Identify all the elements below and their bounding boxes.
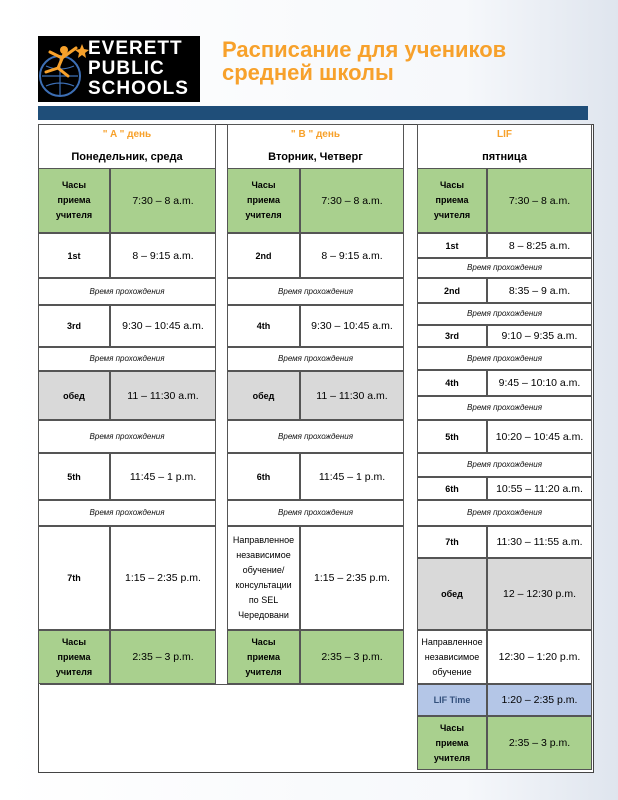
- period-label: 3rd: [417, 325, 487, 347]
- period-label: 5th: [38, 453, 110, 500]
- passing-time: Время прохождения: [38, 347, 216, 371]
- passing-time: Время прохождения: [417, 303, 592, 325]
- period-label: обед: [227, 371, 300, 420]
- passing-time: Время прохождения: [227, 278, 404, 305]
- period-label: 5th: [417, 420, 487, 453]
- period-time: 9:30 – 10:45 a.m.: [300, 305, 404, 347]
- period-label: Часы приема учителя: [417, 716, 487, 770]
- period-label: Часы приема учителя: [38, 630, 110, 684]
- district-logo: [38, 36, 200, 102]
- day-type-label: " A " день: [102, 129, 152, 140]
- divider: [40, 684, 404, 685]
- period-label: 4th: [417, 370, 487, 396]
- period-label: 6th: [417, 477, 487, 500]
- logo-line: SCHOOLS: [88, 78, 189, 99]
- period-time: 7:30 – 8 a.m.: [487, 168, 592, 233]
- passing-time: Время прохождения: [417, 500, 592, 526]
- period-time: 7:30 – 8 a.m.: [110, 168, 216, 233]
- period-label: обед: [417, 558, 487, 630]
- period-time: 1:15 – 2:35 p.m.: [300, 526, 404, 630]
- period-time: 2:35 – 3 p.m.: [300, 630, 404, 684]
- period-time: 10:20 – 10:45 a.m.: [487, 420, 592, 453]
- period-time: 11:45 – 1 p.m.: [300, 453, 404, 500]
- passing-time: Время прохождения: [417, 347, 592, 370]
- period-time: 11:30 – 11:55 a.m.: [487, 526, 592, 558]
- logo-line: EVERETT: [88, 38, 183, 59]
- period-time: 9:45 – 10:10 a.m.: [487, 370, 592, 396]
- period-time: 8 – 9:15 a.m.: [110, 233, 216, 278]
- passing-time: Время прохождения: [417, 258, 592, 278]
- period-time: 11:45 – 1 p.m.: [110, 453, 216, 500]
- passing-time: Время прохождения: [227, 500, 404, 526]
- period-time: 12 – 12:30 p.m.: [487, 558, 592, 630]
- period-time: 9:10 – 9:35 a.m.: [487, 325, 592, 347]
- period-time: 8 – 9:15 a.m.: [300, 233, 404, 278]
- period-label: Направленное независимое обучение: [417, 630, 487, 684]
- period-time: 11 – 11:30 a.m.: [110, 371, 216, 420]
- passing-time: Время прохождения: [38, 420, 216, 453]
- period-label: 3rd: [38, 305, 110, 347]
- period-label: 7th: [38, 526, 110, 630]
- period-label: 1st: [38, 233, 110, 278]
- period-time: 2:35 – 3 p.m.: [487, 716, 592, 770]
- period-label: 2nd: [417, 278, 487, 303]
- period-time: 7:30 – 8 a.m.: [300, 168, 404, 233]
- passing-time: Время прохождения: [38, 278, 216, 305]
- passing-time: Время прохождения: [227, 420, 404, 453]
- period-label: Часы приема учителя: [38, 168, 110, 233]
- day-names: пятница: [482, 151, 527, 163]
- period-label: LIF Time: [417, 684, 487, 716]
- period-time: 8:35 – 9 a.m.: [487, 278, 592, 303]
- passing-time: Время прохождения: [417, 453, 592, 477]
- day-names: Понедельник, среда: [71, 151, 183, 163]
- header-rule: [38, 106, 588, 120]
- period-time: 2:35 – 3 p.m.: [110, 630, 216, 684]
- day-names: Вторник, Четверг: [268, 151, 363, 163]
- period-label: 4th: [227, 305, 300, 347]
- day-type-label: LIF: [497, 129, 512, 140]
- period-time: 12:30 – 1:20 p.m.: [487, 630, 592, 684]
- day-type-label: " B " день: [290, 129, 341, 140]
- passing-time: Время прохождения: [417, 396, 592, 420]
- period-label: 1st: [417, 233, 487, 258]
- period-time: 1:15 – 2:35 p.m.: [110, 526, 216, 630]
- period-label: 6th: [227, 453, 300, 500]
- period-label: обед: [38, 371, 110, 420]
- passing-time: Время прохождения: [227, 347, 404, 371]
- period-label: 2nd: [227, 233, 300, 278]
- period-label: Направленное независимое обучение/ консультации по SEL Чередовани: [227, 526, 300, 630]
- page-title: Расписание для учеников средней школы: [222, 37, 507, 85]
- period-label: Часы приема учителя: [227, 168, 300, 233]
- period-time: 1:20 – 2:35 p.m.: [487, 684, 592, 716]
- logo-wordmark: [88, 39, 189, 99]
- logo-line: PUBLIC: [88, 58, 165, 79]
- period-label: Часы приема учителя: [227, 630, 300, 684]
- period-label: Часы приема учителя: [417, 168, 487, 233]
- period-time: 9:30 – 10:45 a.m.: [110, 305, 216, 347]
- period-time: 8 – 8:25 a.m.: [487, 233, 592, 258]
- period-time: 11 – 11:30 a.m.: [300, 371, 404, 420]
- passing-time: Время прохождения: [38, 500, 216, 526]
- period-time: 10:55 – 11:20 a.m.: [487, 477, 592, 500]
- period-label: 7th: [417, 526, 487, 558]
